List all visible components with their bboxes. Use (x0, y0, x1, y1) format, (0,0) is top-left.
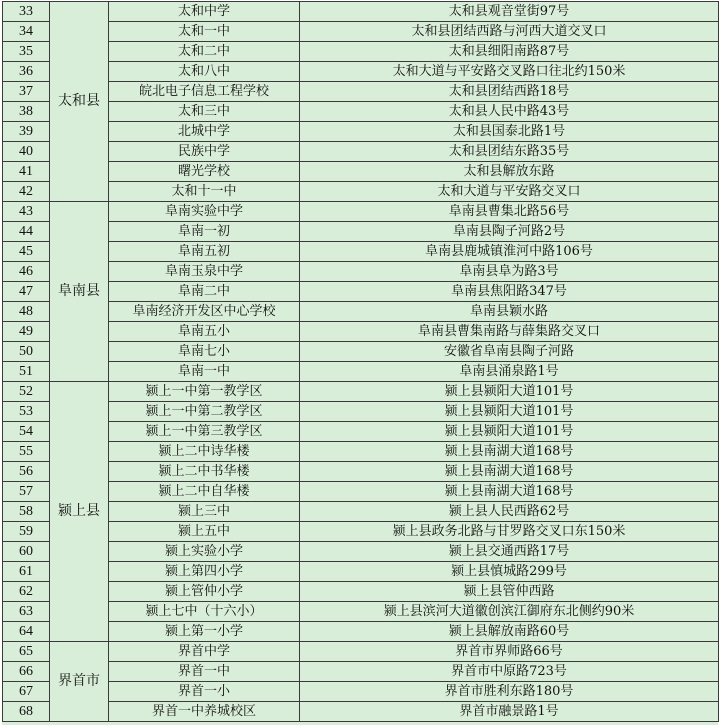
row-number-cell: 34 (3, 22, 50, 42)
school-name-cell: 界首一小 (109, 682, 300, 702)
school-name-cell: 太和十一中 (109, 182, 300, 202)
row-number-cell: 63 (3, 602, 50, 622)
address-cell: 太和县团结西路与河西大道交叉口 (300, 22, 719, 42)
school-name-cell: 颍上第一小学 (109, 622, 300, 642)
school-name-cell: 界首一中养城校区 (109, 702, 300, 722)
address-cell: 太和县细阳南路87号 (300, 42, 719, 62)
address-cell: 颍上县滨河大道徽创滨江御府东北侧约90米 (300, 602, 719, 622)
row-number-cell: 44 (3, 222, 50, 242)
row-number-cell: 50 (3, 342, 50, 362)
address-cell: 颍上县颍阳大道101号 (300, 402, 719, 422)
row-number-cell: 53 (3, 402, 50, 422)
school-address-table (2, 1, 719, 722)
address-cell: 颍上县南湖大道168号 (300, 462, 719, 482)
school-name-cell: 太和三中 (109, 102, 300, 122)
school-name-cell: 太和中学 (109, 2, 300, 22)
school-name-cell: 北城中学 (109, 122, 300, 142)
row-number-cell: 37 (3, 82, 50, 102)
row-number-cell: 40 (3, 142, 50, 162)
address-cell: 太和县团结东路35号 (300, 142, 719, 162)
school-name-cell: 颍上一中第二教学区 (109, 402, 300, 422)
address-cell: 太和县解放东路 (300, 162, 719, 182)
row-number-cell: 60 (3, 542, 50, 562)
address-cell: 阜南县曹集北路56号 (300, 202, 719, 222)
row-number-cell: 58 (3, 502, 50, 522)
address-cell: 颍上县政务北路与甘罗路交叉口东150米 (300, 522, 719, 542)
table-row (3, 2, 719, 22)
table-row (3, 282, 719, 302)
county-cell: 太和县 (50, 2, 109, 202)
table-row (3, 402, 719, 422)
table-row (3, 102, 719, 122)
school-name-cell: 阜南七小 (109, 342, 300, 362)
table-row (3, 642, 719, 662)
table-body (3, 2, 719, 722)
county-cell: 界首市 (50, 642, 109, 722)
table-row (3, 682, 719, 702)
row-number-cell: 39 (3, 122, 50, 142)
address-cell: 阜南县陶子河路2号 (300, 222, 719, 242)
school-name-cell: 曙光学校 (109, 162, 300, 182)
school-name-cell: 太和八中 (109, 62, 300, 82)
table-row (3, 442, 719, 462)
address-cell: 太和大道与平安路交叉路口往北约150米 (300, 62, 719, 82)
row-number-cell: 57 (3, 482, 50, 502)
school-name-cell: 民族中学 (109, 142, 300, 162)
table-row (3, 582, 719, 602)
address-cell: 颍上县解放南路60号 (300, 622, 719, 642)
address-cell: 阜南县涌泉路1号 (300, 362, 719, 382)
school-name-cell: 阜南一初 (109, 222, 300, 242)
table-row (3, 382, 719, 402)
table-row (3, 542, 719, 562)
row-number-cell: 56 (3, 462, 50, 482)
address-cell: 太和县人民中路43号 (300, 102, 719, 122)
row-number-cell: 65 (3, 642, 50, 662)
row-number-cell: 64 (3, 622, 50, 642)
address-cell: 阜南县颖水路 (300, 302, 719, 322)
table-row (3, 662, 719, 682)
school-name-cell: 阜南五初 (109, 242, 300, 262)
address-cell: 颍上县颍阳大道101号 (300, 382, 719, 402)
school-name-cell: 颍上七中（十六小） (109, 602, 300, 622)
address-cell: 颍上县颍阳大道101号 (300, 422, 719, 442)
address-cell: 颍上县管仲西路 (300, 582, 719, 602)
table-row (3, 122, 719, 142)
address-cell: 太和大道与平安路交叉口 (300, 182, 719, 202)
row-number-cell: 55 (3, 442, 50, 462)
address-cell: 颍上县南湖大道168号 (300, 442, 719, 462)
table-row (3, 702, 719, 722)
row-number-cell: 51 (3, 362, 50, 382)
school-name-cell: 界首中学 (109, 642, 300, 662)
school-name-cell: 阜南一中 (109, 362, 300, 382)
table-row (3, 422, 719, 442)
row-number-cell: 48 (3, 302, 50, 322)
school-name-cell: 颍上管仲小学 (109, 582, 300, 602)
table-row (3, 222, 719, 242)
school-name-cell: 太和一中 (109, 22, 300, 42)
school-name-cell: 颍上二中书华楼 (109, 462, 300, 482)
school-name-cell: 颍上二中自华楼 (109, 482, 300, 502)
row-number-cell: 67 (3, 682, 50, 702)
school-name-cell: 阜南经济开发区中心学校 (109, 302, 300, 322)
table-row (3, 482, 719, 502)
school-name-cell: 阜南玉泉中学 (109, 262, 300, 282)
table-row (3, 462, 719, 482)
row-number-cell: 38 (3, 102, 50, 122)
school-name-cell: 阜南五小 (109, 322, 300, 342)
address-cell: 界首市中原路723号 (300, 662, 719, 682)
school-name-cell: 阜南实验中学 (109, 202, 300, 222)
row-number-cell: 46 (3, 262, 50, 282)
table-row (3, 142, 719, 162)
table-row (3, 182, 719, 202)
school-name-cell: 颍上三中 (109, 502, 300, 522)
row-number-cell: 41 (3, 162, 50, 182)
address-cell: 阜南县阜为路3号 (300, 262, 719, 282)
school-name-cell: 界首一中 (109, 662, 300, 682)
address-cell: 阜南县曹集南路与薛集路交叉口 (300, 322, 719, 342)
county-cell: 阜南县 (50, 202, 109, 382)
address-cell: 颍上县慎城路299号 (300, 562, 719, 582)
school-name-cell: 皖北电子信息工程学校 (109, 82, 300, 102)
school-name-cell: 太和二中 (109, 42, 300, 62)
row-number-cell: 35 (3, 42, 50, 62)
school-name-cell: 阜南二中 (109, 282, 300, 302)
table-row (3, 362, 719, 382)
address-cell: 太和县团结西路18号 (300, 82, 719, 102)
table-row (3, 502, 719, 522)
address-cell: 颍上县南湖大道168号 (300, 482, 719, 502)
address-cell: 阜南县焦阳路347号 (300, 282, 719, 302)
row-number-cell: 49 (3, 322, 50, 342)
table-row (3, 242, 719, 262)
row-number-cell: 36 (3, 62, 50, 82)
row-number-cell: 61 (3, 562, 50, 582)
county-cell: 颍上县 (50, 382, 109, 642)
table-row (3, 62, 719, 82)
address-cell: 太和县国泰北路1号 (300, 122, 719, 142)
table-row (3, 82, 719, 102)
table-row (3, 162, 719, 182)
table-row (3, 602, 719, 622)
row-number-cell: 59 (3, 522, 50, 542)
table-row (3, 522, 719, 542)
school-name-cell: 颍上第四小学 (109, 562, 300, 582)
address-cell: 太和县观音堂街97号 (300, 2, 719, 22)
row-number-cell: 33 (3, 2, 50, 22)
table-row (3, 22, 719, 42)
row-number-cell: 62 (3, 582, 50, 602)
table-row (3, 342, 719, 362)
address-cell: 安徽省阜南县陶子河路 (300, 342, 719, 362)
address-cell: 阜南县鹿城镇淮河中路106号 (300, 242, 719, 262)
address-cell: 界首市界师路66号 (300, 642, 719, 662)
row-number-cell: 45 (3, 242, 50, 262)
row-number-cell: 66 (3, 662, 50, 682)
table-row (3, 302, 719, 322)
table-row (3, 562, 719, 582)
row-number-cell: 54 (3, 422, 50, 442)
row-number-cell: 52 (3, 382, 50, 402)
row-number-cell: 47 (3, 282, 50, 302)
school-table-container (2, 1, 718, 725)
address-cell: 颍上县交通西路17号 (300, 542, 719, 562)
table-row (3, 622, 719, 642)
row-number-cell: 68 (3, 702, 50, 722)
address-cell: 界首市胜利东路180号 (300, 682, 719, 702)
table-row (3, 322, 719, 342)
row-number-cell: 42 (3, 182, 50, 202)
row-number-cell: 43 (3, 202, 50, 222)
table-row (3, 262, 719, 282)
table-row (3, 202, 719, 222)
table-row (3, 42, 719, 62)
school-name-cell: 颍上五中 (109, 522, 300, 542)
school-name-cell: 颍上一中第三教学区 (109, 422, 300, 442)
address-cell: 界首市融景路1号 (300, 702, 719, 722)
school-name-cell: 颍上一中第一教学区 (109, 382, 300, 402)
address-cell: 颍上县人民西路62号 (300, 502, 719, 522)
school-name-cell: 颍上实验小学 (109, 542, 300, 562)
school-name-cell: 颍上二中诗华楼 (109, 442, 300, 462)
